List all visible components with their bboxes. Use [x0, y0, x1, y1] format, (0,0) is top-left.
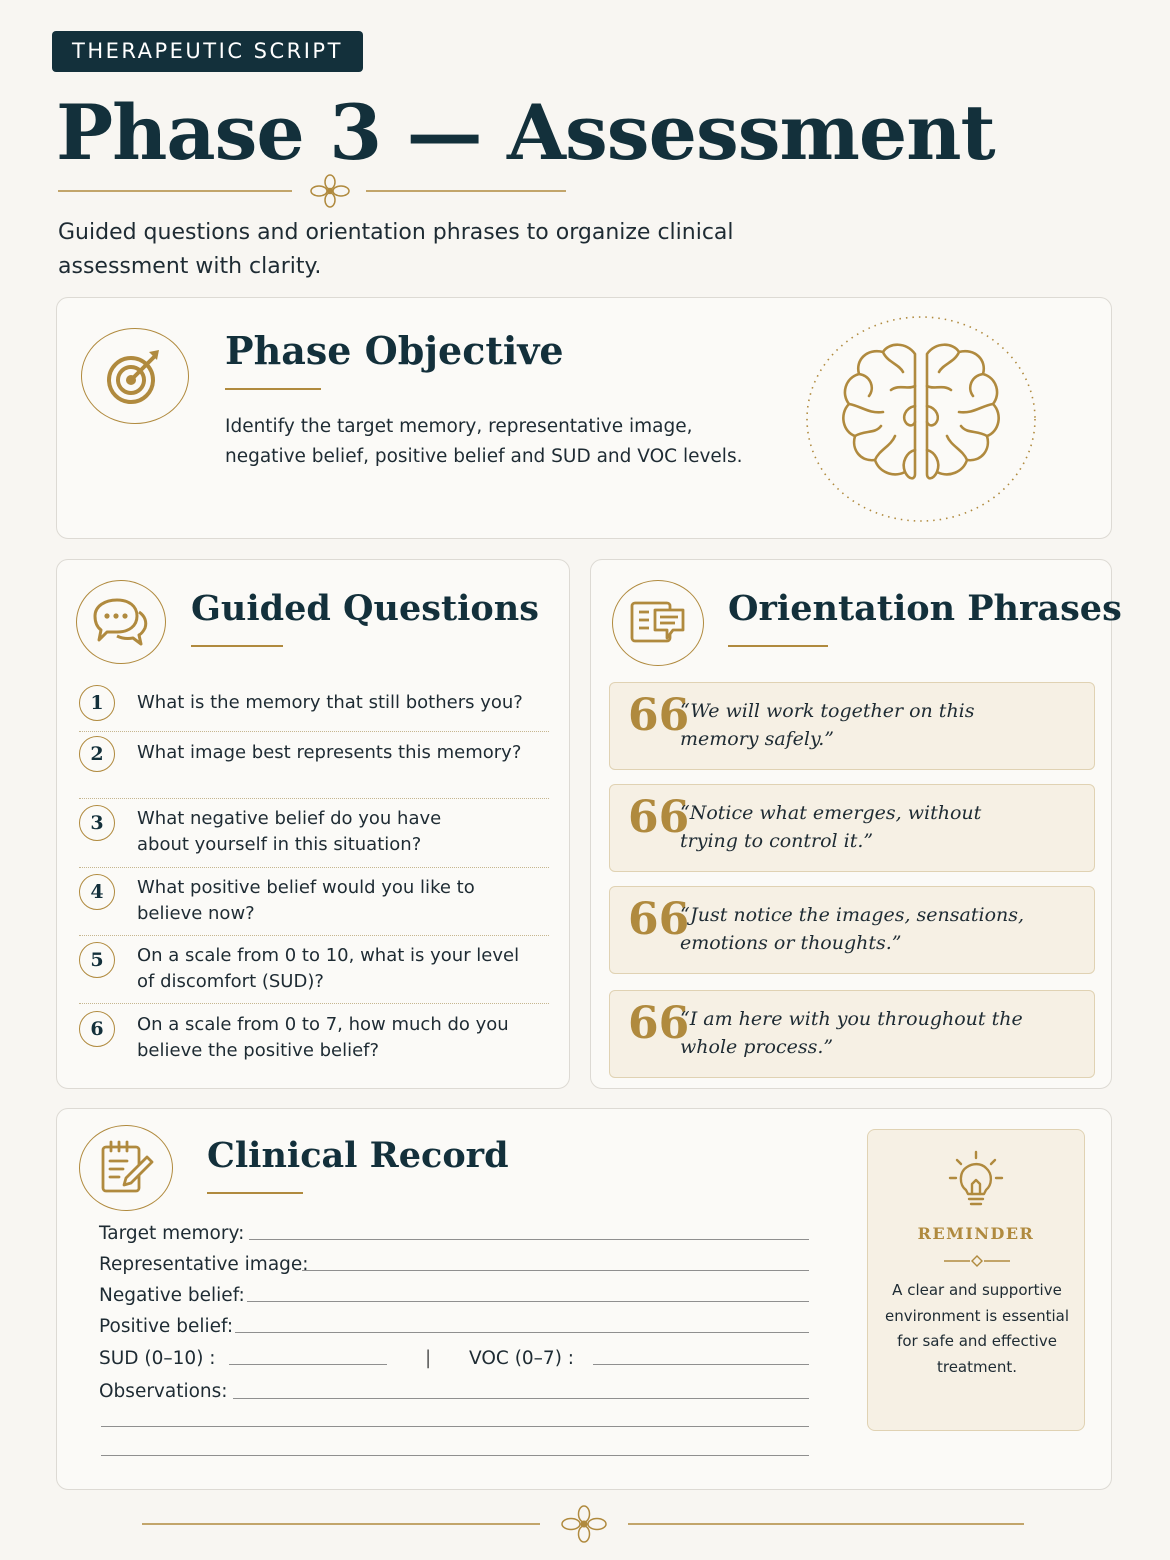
phrase-text: “I am here with you throughout the whole process.”: [680, 1008, 1023, 1058]
quote-icon: 66: [628, 894, 690, 945]
question-text: What positive belief would you like to believe now?: [137, 877, 475, 924]
question-divider: [79, 935, 549, 936]
objective-text: Identify the target memory, representative image, negative belief, positive belief and SUD and VOC levels.: [225, 416, 743, 467]
clinical-record-title-rule: [207, 1192, 303, 1194]
question-number: 2: [79, 736, 115, 772]
guided-questions-title-rule: [191, 645, 283, 647]
clinical-record-title: Clinical Record: [207, 1135, 509, 1176]
speech-bubbles-icon: [76, 580, 166, 664]
orientation-phrases-title: Orientation Phrases: [728, 588, 1122, 629]
field-separator: |: [425, 1348, 432, 1369]
objective-card: [56, 297, 1112, 539]
observations-line-1[interactable]: [233, 1398, 809, 1399]
question-number: 6: [79, 1011, 115, 1047]
negative-belief-label: Negative belief:: [99, 1285, 245, 1306]
phrase-text: “Just notice the images, sensations, emotions or thoughts.”: [680, 904, 1025, 954]
phrase-item-2: [609, 784, 1095, 872]
sud-line[interactable]: [229, 1364, 387, 1365]
positive-belief-line[interactable]: [235, 1332, 809, 1333]
phrase-text: “Notice what emerges, without trying to control it.”: [680, 802, 982, 852]
target-memory-line[interactable]: [249, 1239, 809, 1240]
orientation-phrases-card: [590, 559, 1122, 1089]
quote-icon: 66: [628, 690, 690, 741]
quote-icon: 66: [628, 998, 690, 1049]
phrase-text: “We will work together on this memory safely.”: [680, 700, 975, 750]
quote-icon: 66: [628, 792, 690, 843]
negative-belief-line[interactable]: [247, 1301, 809, 1302]
objective-title: Phase Objective: [225, 328, 564, 373]
reminder-divider: [944, 1254, 1010, 1268]
question-divider: [79, 1003, 549, 1004]
question-divider: [79, 798, 549, 799]
question-text: What image best represents this memory?: [137, 742, 522, 763]
reminder-text: A clear and supportive environment is essential for safe and effective treatment.: [884, 1281, 1070, 1376]
representative-image-line[interactable]: [302, 1270, 809, 1271]
target-icon: [81, 328, 189, 424]
observations-line-2[interactable]: [101, 1426, 809, 1427]
page-title: Phase 3 — Assessment: [56, 88, 995, 177]
script-badge: THERAPEUTIC SCRIPT: [52, 31, 363, 72]
observations-label: Observations:: [99, 1381, 228, 1402]
observations-line-3[interactable]: [101, 1455, 809, 1456]
positive-belief-label: Positive belief:: [99, 1316, 234, 1337]
document-chat-icon: [612, 580, 704, 666]
representative-image-label: Representative image:: [99, 1254, 309, 1275]
intro-text: Guided questions and orientation phrases to organize clinical assessment with clarity.: [58, 220, 734, 279]
notepad-pencil-icon: [79, 1125, 173, 1211]
brain-icon: [803, 314, 1039, 524]
question-number: 1: [79, 685, 115, 721]
reminder-title: REMINDER: [917, 1224, 1035, 1243]
flourish-divider: [58, 173, 568, 209]
footer-flourish-divider: [142, 1504, 1026, 1544]
question-divider: [79, 731, 549, 732]
orientation-phrases-title-rule: [728, 645, 828, 647]
question-text: What is the memory that still bothers you?: [137, 692, 523, 713]
guided-questions-title: Guided Questions: [191, 588, 539, 629]
guided-questions-card: [56, 559, 570, 1089]
question-text: What negative belief do you have about yourself in this situation?: [137, 808, 442, 855]
phrase-item-3: [609, 886, 1095, 974]
question-text: On a scale from 0 to 10, what is your level of discomfort (SUD)?: [137, 945, 520, 992]
sud-label: SUD (0–10) :: [99, 1348, 216, 1369]
phrase-item-4: [609, 990, 1095, 1078]
phrase-item-1: [609, 682, 1095, 770]
question-text: On a scale from 0 to 7, how much do you believe the positive belief?: [137, 1014, 509, 1061]
objective-title-rule: [225, 388, 321, 390]
target-memory-label: Target memory:: [99, 1223, 245, 1244]
question-number: 3: [79, 805, 115, 841]
voc-line[interactable]: [593, 1364, 809, 1365]
reminder-box: [867, 1129, 1085, 1431]
lightbulb-icon: [947, 1150, 1005, 1210]
question-divider: [79, 867, 549, 868]
clinical-record-card: [56, 1108, 1112, 1490]
question-number: 4: [79, 874, 115, 910]
voc-label: VOC (0–7) :: [469, 1348, 575, 1369]
question-number: 5: [79, 942, 115, 978]
